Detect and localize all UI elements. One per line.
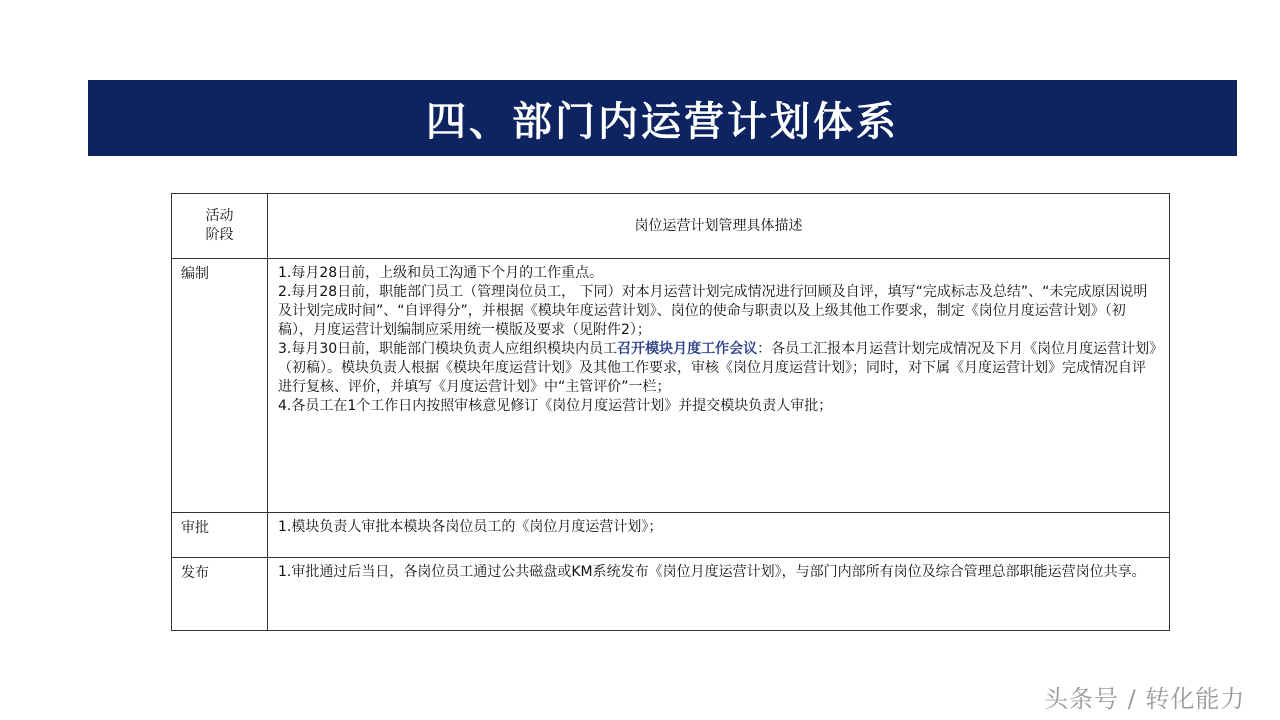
header-stage-cell xyxy=(172,194,268,259)
desc-cell-publish xyxy=(268,558,1170,631)
desc-item: 4.各员工在1个工作日内按照审核意见修订《岗位月度运营计划》并提交模块负责人审批； xyxy=(278,398,833,414)
header-stage-line2: 阶段 xyxy=(205,227,234,243)
page-title: 四、部门内运营计划体系 xyxy=(426,97,899,145)
desc-item-text: ：各员工汇报本月运营计划完成情况及下月《岗位月度运营计划》（初稿）。模块负责人根据《模块年度运营计划》及其他工作要求，审核《岗位月度运营计划》；同时，对下属《月度运营计划》完成情况自评进行复核、评价，并填写《月度运营计划》中“主管评价”一栏； xyxy=(278,341,1157,395)
watermark: 头条号 / 转化能力 xyxy=(1044,685,1246,713)
desc-item: 2.每月28日前，职能部门员工（管理岗位员工， 下同）对本月运营计划完成情况进行回顾及自评，填写“完成标志及总结”、“未完成原因说明及计划完成时间”、“自评得分”，并根据《模块年度运营计划》、岗位的使命与职责以及上级其他工作要求，制定《岗位月度运营计划》（初稿），月度运营计划编制应采用统一模版及要求（见附件2）； xyxy=(278,284,1148,338)
plan-table xyxy=(171,193,1170,631)
desc-item: 1.审批通过后当日，各岗位员工通过公共磁盘或KM系统发布《岗位月度运营计划》，与部门内部所有岗位及综合管理总部职能运营岗位共享。 xyxy=(278,564,1146,580)
stage-cell-compile: 编制 xyxy=(172,259,268,513)
stage-cell-publish: 发布 xyxy=(172,558,268,631)
header-desc-cell: 岗位运营计划管理具体描述 xyxy=(268,194,1170,259)
table-row xyxy=(172,558,1170,631)
highlight-text: 召开模块月度工作会议 xyxy=(617,341,758,357)
title-banner xyxy=(88,80,1237,156)
table-header-row xyxy=(172,194,1170,259)
desc-cell-approve xyxy=(268,513,1170,558)
desc-cell-compile xyxy=(268,259,1170,513)
desc-item-text: 3.每月30日前，职能部门模块负责人应组织模块内员工 xyxy=(278,341,618,357)
header-stage-line1: 活动 xyxy=(205,208,234,224)
desc-item: 1.每月28日前，上级和员工沟通下个月的工作重点。 xyxy=(278,265,604,281)
table-row xyxy=(172,513,1170,558)
stage-cell-approve: 审批 xyxy=(172,513,268,558)
desc-item: 1.模块负责人审批本模块各岗位员工的《岗位月度运营计划》； xyxy=(278,519,663,535)
table-row xyxy=(172,259,1170,513)
desc-item xyxy=(278,340,1159,397)
